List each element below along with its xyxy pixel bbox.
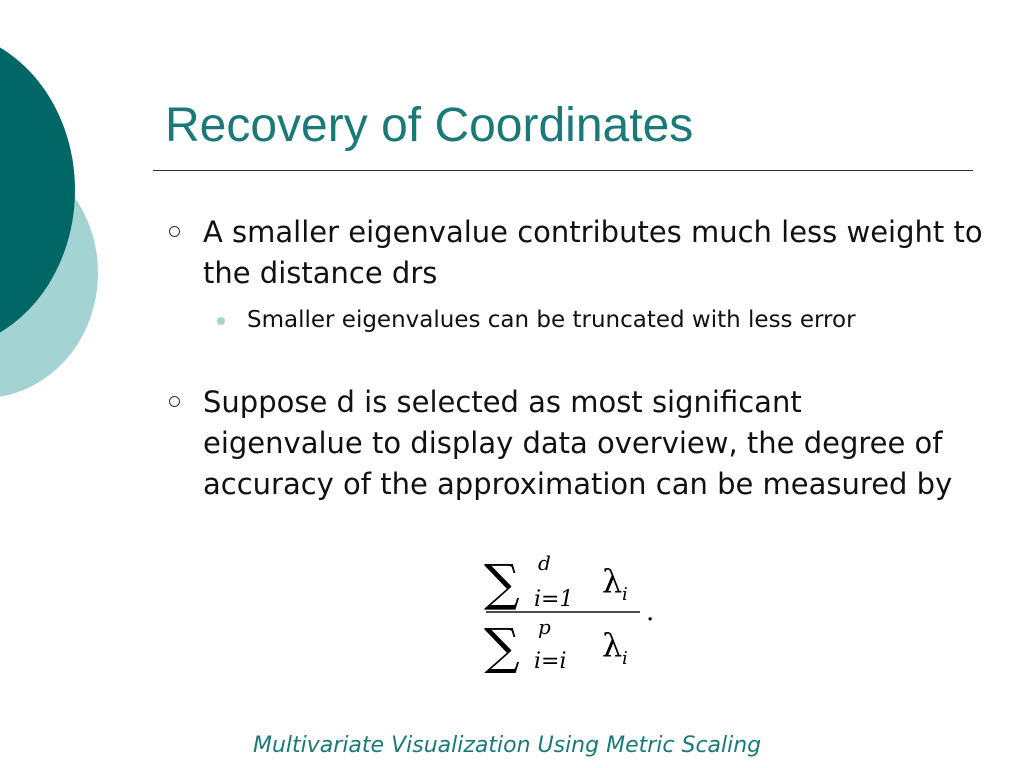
numerator-sum-symbol: ∑ bbox=[484, 554, 520, 612]
numerator-lambda: λ bbox=[602, 562, 623, 600]
dot-bullet-icon bbox=[217, 317, 225, 325]
trailing-period: . bbox=[646, 597, 655, 627]
bullet-text: Suppose d is selected as most significant eigenvalue to display data overview, the degree of accuracy of the approximation can be measured by bbox=[203, 385, 953, 501]
sub-bullet-item bbox=[247, 304, 947, 337]
hollow-circle-bullet-icon bbox=[169, 396, 180, 407]
sub-bullet-text: Smaller eigenvalues can be truncated with less error bbox=[247, 307, 856, 333]
hollow-circle-bullet-icon bbox=[169, 226, 180, 237]
slide-title: Recovery of Coordinates bbox=[165, 99, 694, 152]
title-divider bbox=[153, 170, 973, 171]
numerator-upper-limit: d bbox=[538, 551, 551, 575]
numerator-lower-limit: i=1 bbox=[534, 587, 574, 612]
bullet-item bbox=[165, 382, 963, 505]
bullet-text: A smaller eigenvalue contributes much less weight to the distance drs bbox=[203, 215, 983, 290]
denominator-lower-limit: i=i bbox=[534, 649, 567, 673]
accuracy-formula bbox=[480, 548, 670, 673]
denominator-index: i bbox=[622, 648, 628, 669]
denominator-lambda: λ bbox=[602, 626, 623, 664]
denominator-upper-limit: p bbox=[538, 615, 551, 639]
slide-footer: Multivariate Visualization Using Metric Scaling bbox=[253, 733, 762, 758]
denominator-sum-symbol: ∑ bbox=[484, 618, 520, 673]
numerator-index: i bbox=[622, 584, 628, 605]
bullet-item bbox=[165, 212, 983, 294]
